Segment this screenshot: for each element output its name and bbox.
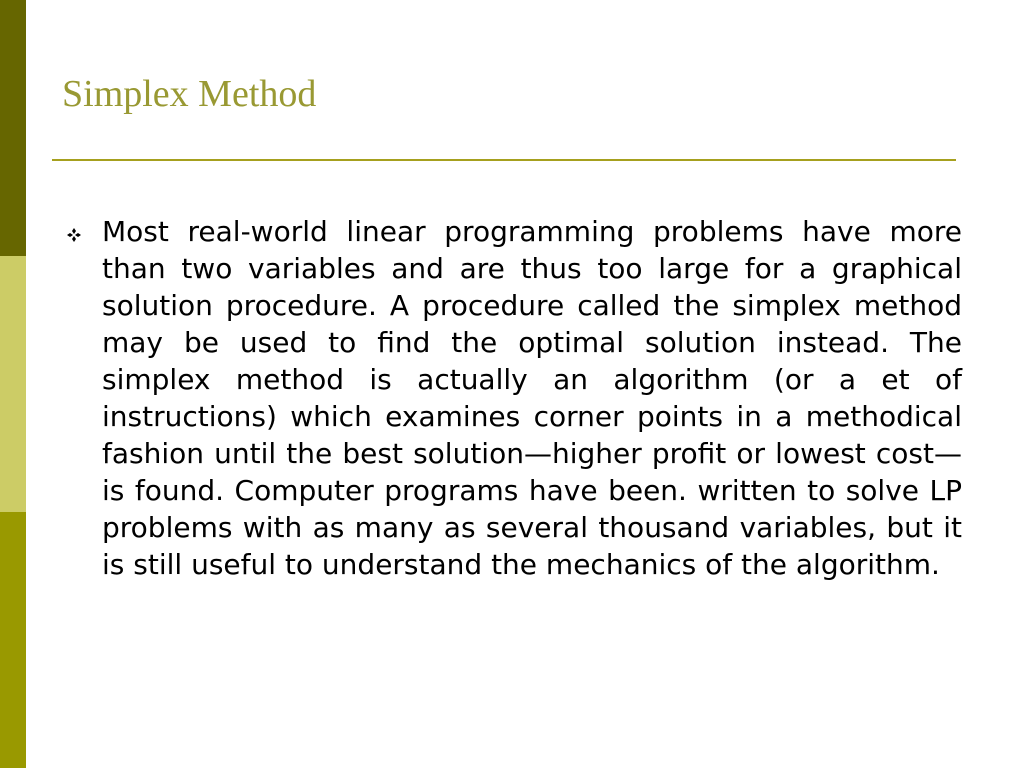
bullet-text: Most real-world linear programming problems have more than two variables and are thus too large for a graphical solution procedure. A procedure called the simplex method may be used to find the optimal solution instead. The simplex method is actually an algorithm (or a et of instructions) which examines corner points in a methodical fashion until the best solution—higher profit or lowest cost—is found. Computer programs have been. written to solve LP problems with as many as several thousand variables, but it is still useful to understand the mechanics of the algorithm. bbox=[102, 215, 962, 581]
four-diamond-bullet-icon bbox=[66, 227, 82, 243]
side-bar-light bbox=[0, 256, 26, 512]
side-bar-dark bbox=[0, 0, 26, 256]
bullet-item bbox=[66, 213, 962, 583]
title-underline bbox=[52, 159, 956, 161]
slide-title: Simplex Method bbox=[62, 73, 317, 115]
side-bar-olive bbox=[0, 512, 26, 768]
